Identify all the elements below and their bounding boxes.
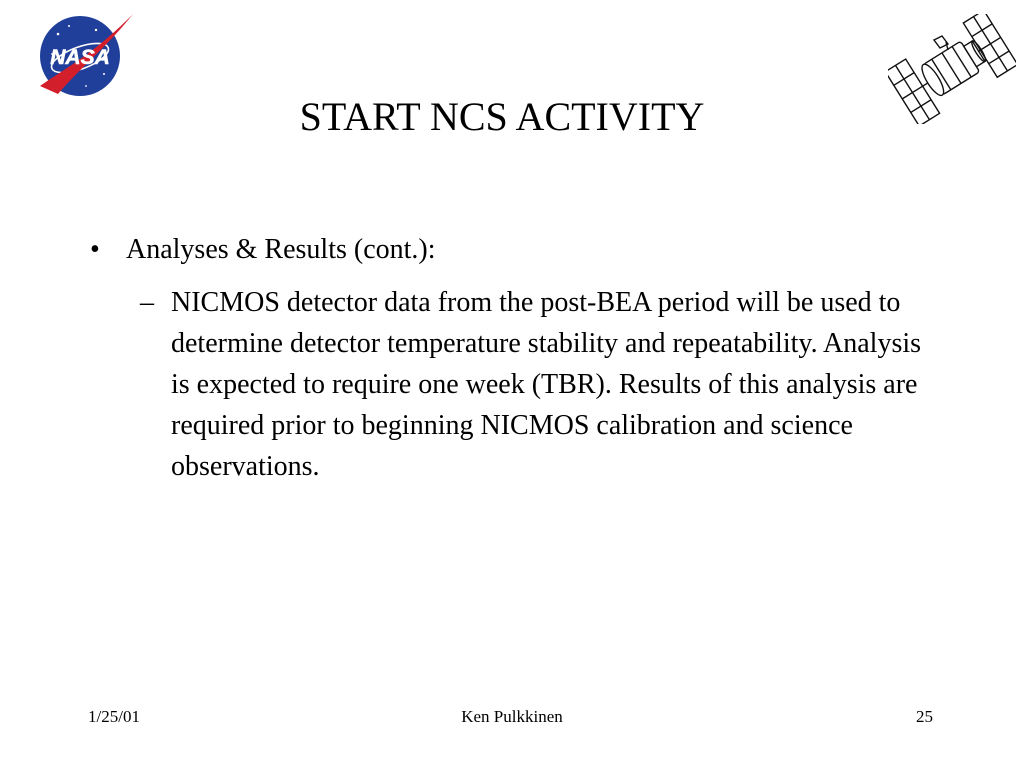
nasa-wordmark: NASA bbox=[50, 46, 110, 69]
nasa-logo bbox=[36, 12, 136, 98]
footer-page-number: 25 bbox=[916, 707, 933, 726]
bullet-marker: • bbox=[90, 234, 100, 265]
bullet-text: Analyses & Results (cont.): bbox=[126, 234, 436, 265]
slide-title: START NCS ACTIVITY bbox=[299, 94, 705, 139]
footer-date: 1/25/01 bbox=[88, 707, 140, 726]
sub-bullet-marker: – bbox=[140, 287, 154, 318]
footer-author: Ken Pulkkinen bbox=[461, 707, 563, 726]
sub-bullet-text: NICMOS detector data from the post-BEA period will be used to determine detector temperature stability and repeatability. Analysis is expected to require one week (TBR). Results of this analysis are required prior to beginning NICMOS calibration and science observations. bbox=[171, 287, 922, 482]
